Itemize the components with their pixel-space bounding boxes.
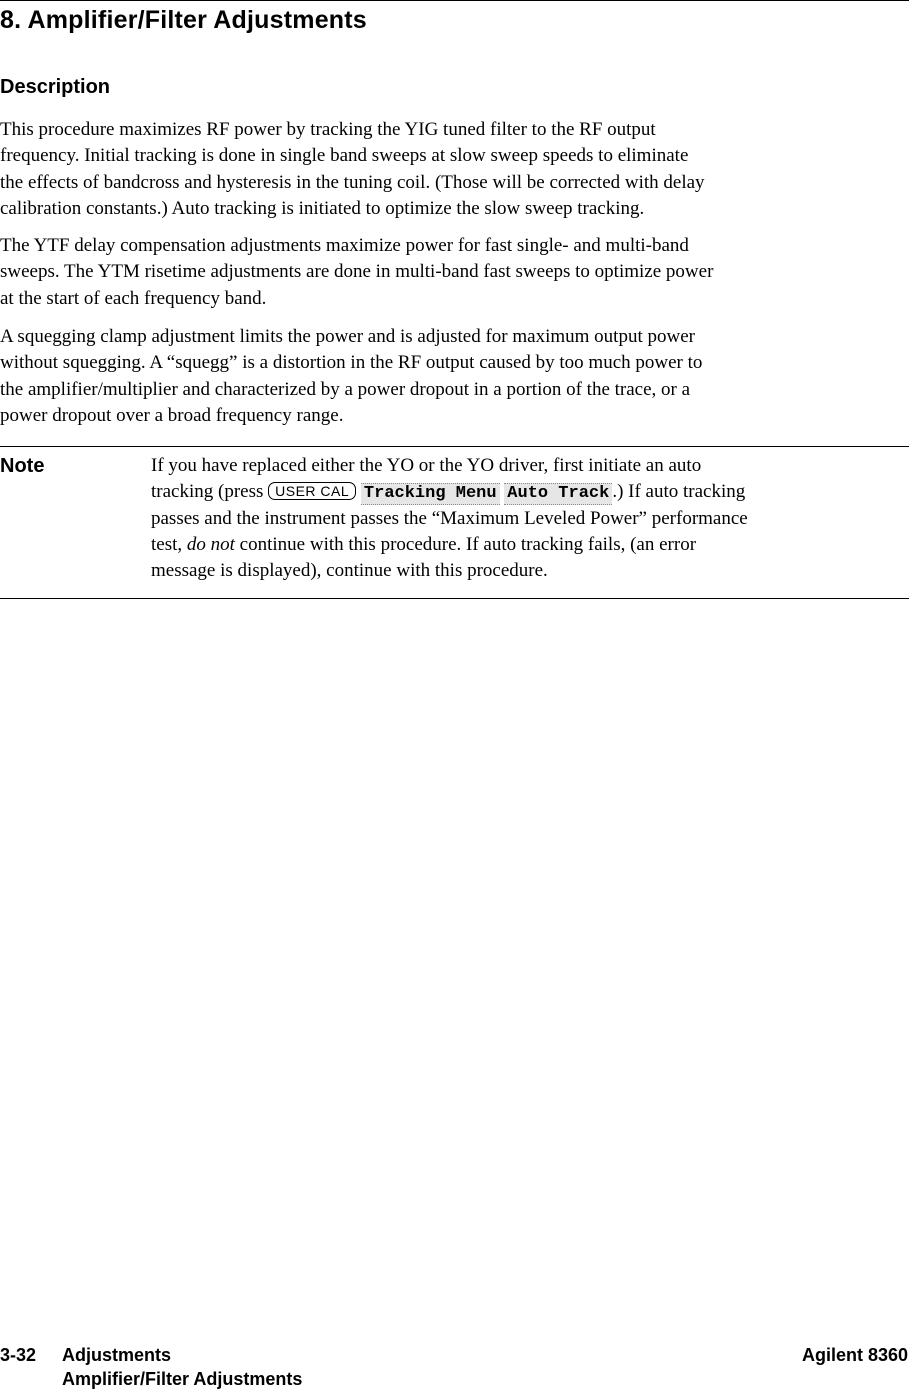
note-line — [151, 532, 906, 558]
note-body — [151, 453, 906, 584]
paragraph-3 — [0, 324, 905, 429]
paragraph-line: the effects of bandcross and hysteresis in the tuning coil. (Those will be corrected with delay — [0, 171, 705, 193]
paragraph-line: the amplifier/multiplier and characterized by a power dropout in a portion of the trace, or a — [0, 378, 691, 400]
auto-track-softkey: Auto Track — [504, 483, 612, 505]
footer-section: Amplifier/Filter Adjustments — [62, 1369, 303, 1389]
top-rule — [0, 0, 909, 1]
emphasis-do-not: do not — [186, 533, 235, 555]
note-text: test, — [151, 533, 187, 555]
user-cal-hardkey: USER CAL — [268, 482, 356, 500]
note-text: tracking (press — [151, 481, 269, 503]
paragraph-line: This procedure maximizes RF power by tracking the YIG tuned filter to the RF output — [0, 119, 656, 140]
paragraph-line: The YTF delay compensation adjustments maximize power for fast single- and multi-band — [0, 235, 689, 256]
paragraph-line: at the start of each frequency band. — [0, 287, 267, 309]
paragraph-2 — [0, 233, 905, 312]
note-line: If you have replaced either the YO or the YO driver, first initiate an auto — [151, 455, 702, 476]
note-line: message is displayed), continue with this procedure. — [151, 560, 548, 582]
note-label: Note — [0, 455, 45, 477]
note-text: continue with this procedure. If auto tracking fails, (an error — [234, 533, 697, 555]
paragraph-line: sweeps. The YTM risetime adjustments are done in multi-band fast sweeps to optimize power — [0, 261, 714, 283]
note-top-rule — [0, 446, 909, 447]
paragraph-1 — [0, 117, 905, 222]
paragraph-line: A squegging clamp adjustment limits the power and is adjusted for maximum output power — [0, 326, 695, 347]
paragraph-line: power dropout over a broad frequency range. — [0, 404, 344, 426]
tracking-menu-softkey: Tracking Menu — [361, 483, 500, 505]
note-line: passes and the instrument passes the “Maximum Leveled Power” performance — [151, 507, 748, 529]
section-heading-description: Description — [0, 76, 111, 98]
paragraph-line: without squegging. A “squegg” is a distortion in the RF output caused by too much power to — [0, 352, 703, 374]
footer-page-number: 3-32 — [0, 1345, 37, 1365]
note-bottom-rule — [0, 598, 909, 599]
footer-product: Agilent 8360 — [801, 1345, 908, 1365]
note-line — [151, 479, 906, 505]
footer-chapter: Adjustments — [62, 1345, 172, 1365]
note-text: .) If auto tracking — [612, 481, 746, 503]
paragraph-line: frequency. Initial tracking is done in single band sweeps at slow sweep speeds to eliminate — [0, 145, 689, 167]
paragraph-line: calibration constants.) Auto tracking is initiated to optimize the slow sweep tracking. — [0, 197, 645, 219]
page-title: 8. Amplifier/Filter Adjustments — [0, 6, 367, 34]
